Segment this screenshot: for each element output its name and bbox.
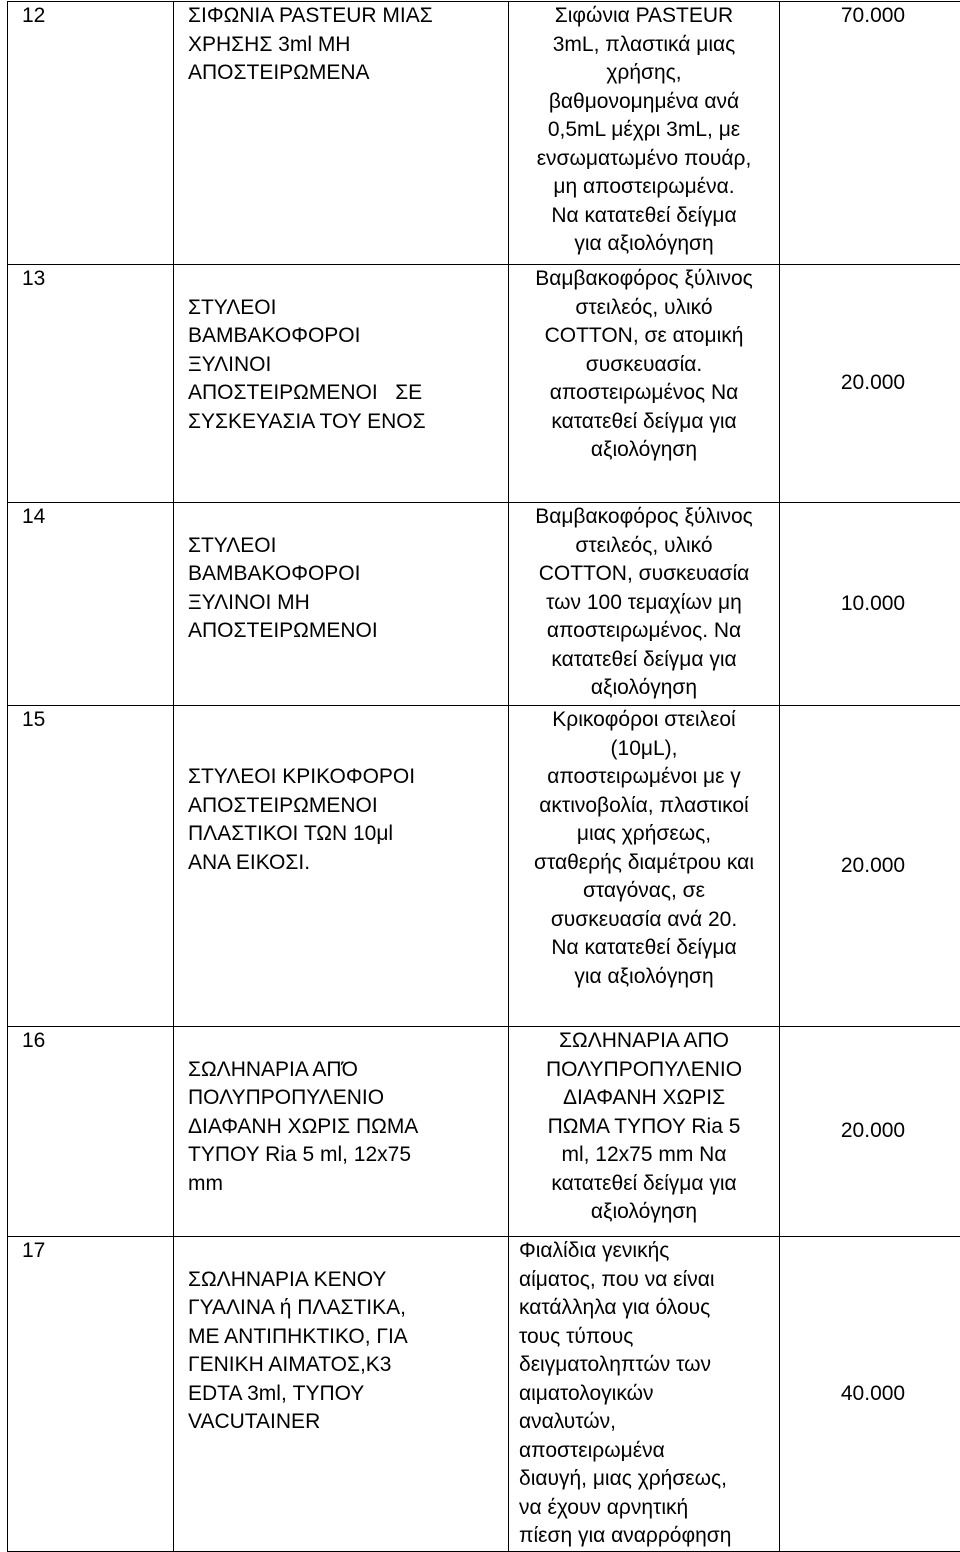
item-name-line: ΣΩΛΗΝΑΡΙΑ ΚΕΝΟΥ	[188, 1266, 508, 1295]
item-name-line: ΧΡΗΣΗΣ 3ml ΜΗ	[188, 31, 508, 60]
item-description-line: αποστειρωμένος Να	[509, 379, 779, 408]
item-description-line: αποστειρωμένα	[519, 1437, 779, 1466]
item-description-line: συσκευασία.	[509, 351, 779, 380]
item-quantity: 40.000	[780, 1237, 960, 1552]
item-name-line: ΤΥΠΟΥ Ria 5 ml, 12x75	[188, 1141, 508, 1170]
item-name-line: ΣΤΥΛΕΟΙ	[188, 294, 508, 323]
item-description-line: συσκευασία ανά 20.	[509, 906, 779, 935]
item-name-line: ΣΙΦΩΝΙΑ PASTEUR ΜΙΑΣ	[188, 2, 508, 31]
item-description	[509, 1027, 780, 1237]
table-row	[8, 706, 960, 1027]
item-name-line: ΒΑΜΒΑΚΟΦΟΡΟΙ	[188, 560, 508, 589]
item-name-line: EDTA 3ml, ΤΥΠΟΥ	[188, 1380, 508, 1409]
table-row	[8, 265, 960, 503]
item-description-line: διαυγή, μιας χρήσεως,	[519, 1465, 779, 1494]
item-name	[174, 503, 509, 706]
item-description-line: Να κατατεθεί δείγμα	[509, 934, 779, 963]
item-name	[174, 2, 509, 265]
item-description-line: κατατεθεί δείγμα για	[509, 1170, 779, 1199]
item-description-line: (10μL),	[509, 735, 779, 764]
item-description-line: σταγόνας, σε	[509, 877, 779, 906]
item-name-line: ΑΝΑ ΕΙΚΟΣΙ.	[188, 849, 508, 878]
item-description-line: βαθμονομημένα ανά	[509, 88, 779, 117]
item-description-line: κατατεθεί δείγμα για	[509, 646, 779, 675]
item-description-line: Κρικοφόροι στειλεοί	[509, 706, 779, 735]
table-row	[8, 503, 960, 706]
item-description-line: ΔΙΑΦΑΝΗ ΧΩΡΙΣ	[509, 1084, 779, 1113]
item-number: 15	[8, 706, 174, 1027]
item-description	[509, 503, 780, 706]
table-row	[8, 1237, 960, 1552]
item-description-line: να έχουν αρνητική	[519, 1494, 779, 1523]
item-description-line: Φιαλίδια γενικής	[519, 1237, 779, 1266]
item-description-line: Βαμβακοφόρος ξύλινος	[509, 265, 779, 294]
item-name-line: ΑΠΟΣΤΕΙΡΩΜΕΝΟΙ ΣΕ	[188, 379, 508, 408]
item-name	[174, 1237, 509, 1552]
item-description-line: πίεση για αναρρόφηση	[519, 1522, 779, 1551]
item-quantity: 20.000	[780, 265, 960, 503]
item-name-line: ΣΩΛΗΝΑΡΙΑ ΑΠΌ	[188, 1056, 508, 1085]
item-number: 16	[8, 1027, 174, 1237]
item-number: 17	[8, 1237, 174, 1552]
item-name-line: ΠΛΑΣΤΙΚΟΙ ΤΩΝ 10μl	[188, 820, 508, 849]
item-description-line: αίματος, που να είναι	[519, 1266, 779, 1295]
item-description-line: Σιφώνια PASTEUR	[509, 2, 779, 31]
item-name	[174, 265, 509, 503]
item-name-line: ΓΥΑΛΙΝΑ ή ΠΛΑΣΤΙΚΑ,	[188, 1294, 508, 1323]
item-number: 14	[8, 503, 174, 706]
item-description-line: μη αποστειρωμένα.	[509, 173, 779, 202]
items-table	[7, 1, 960, 1552]
item-description-line: κατατεθεί δείγμα για	[509, 408, 779, 437]
item-description-line: ml, 12x75 mm Να	[509, 1141, 779, 1170]
item-description-line: αναλυτών,	[519, 1408, 779, 1437]
item-name-line: ΔΙΑΦΑΝΗ ΧΩΡΙΣ ΠΩΜΑ	[188, 1113, 508, 1142]
item-name-line: ΑΠΟΣΤΕΙΡΩΜΕΝΟΙ	[188, 617, 508, 646]
item-quantity: 10.000	[780, 503, 960, 706]
item-name-line: VACUTAINER	[188, 1408, 508, 1437]
item-description-line: κατάλληλα για όλους	[519, 1294, 779, 1323]
item-name-line: ΞΥΛΙΝΟΙ	[188, 351, 508, 380]
item-description-line: αξιολόγηση	[509, 436, 779, 465]
item-quantity: 20.000	[780, 1027, 960, 1237]
item-description-line: ενσωματωμένο πουάρ,	[509, 145, 779, 174]
item-description-line: μιας χρήσεως,	[509, 820, 779, 849]
item-name-line: ΑΠΟΣΤΕΙΡΩΜΕΝΟΙ	[188, 792, 508, 821]
item-description-line: αποστειρωμένος. Να	[509, 617, 779, 646]
item-name-line: ΠΟΛΥΠΡΟΠΥΛΕΝΙΟ	[188, 1084, 508, 1113]
table-row	[8, 1027, 960, 1237]
item-description-line: χρήσης,	[509, 59, 779, 88]
item-description-line: στειλεός, υλικό	[509, 532, 779, 561]
table-row	[8, 2, 960, 265]
item-description-line: COTTON, σε ατομική	[509, 322, 779, 351]
item-description-line: των 100 τεμαχίων μη	[509, 589, 779, 618]
item-description-line: τους τύπους	[519, 1323, 779, 1352]
item-description-line: δειγματοληπτών των	[519, 1351, 779, 1380]
item-description	[509, 265, 780, 503]
item-number: 13	[8, 265, 174, 503]
item-description-line: 0,5mL μέχρι 3mL, με	[509, 116, 779, 145]
item-description-line: 3mL, πλαστικά μιας	[509, 31, 779, 60]
item-description-line: αξιολόγηση	[509, 674, 779, 703]
item-description	[509, 2, 780, 265]
item-description-line: Βαμβακοφόρος ξύλινος	[509, 503, 779, 532]
item-description-line: COTTON, συσκευασία	[509, 560, 779, 589]
item-description-line: αιματολογικών	[519, 1380, 779, 1409]
item-name-line: mm	[188, 1170, 508, 1199]
item-name	[174, 1027, 509, 1237]
item-description-line: αποστειρωμένοι με γ	[509, 763, 779, 792]
item-description-line: για αξιολόγηση	[509, 963, 779, 992]
item-description-line: ΠΟΛΥΠΡΟΠΥΛΕΝΙΟ	[509, 1056, 779, 1085]
item-description-line: για αξιολόγηση	[509, 230, 779, 259]
item-description-line: στειλεός, υλικό	[509, 294, 779, 323]
item-quantity: 70.000	[780, 2, 960, 265]
item-description	[509, 1237, 780, 1552]
item-description-line: ΠΩΜΑ ΤΥΠΟΥ Ria 5	[509, 1113, 779, 1142]
item-description	[509, 706, 780, 1027]
item-name-line: ΜΕ ΑΝΤΙΠΗΚΤΙΚΟ, ΓΙΑ	[188, 1323, 508, 1352]
item-name	[174, 706, 509, 1027]
item-name-line: ΣΥΣΚΕΥΑΣΙΑ ΤΟΥ ΕΝΟΣ	[188, 408, 508, 437]
item-quantity: 20.000	[780, 706, 960, 1027]
item-description-line: αξιολόγηση	[509, 1198, 779, 1227]
item-description-line: Να κατατεθεί δείγμα	[509, 202, 779, 231]
item-description-line: ακτινοβολία, πλαστικοί	[509, 792, 779, 821]
item-description-line: σταθερής διαμέτρου και	[509, 849, 779, 878]
item-name-line: ΒΑΜΒΑΚΟΦΟΡΟΙ	[188, 322, 508, 351]
item-name-line: ΣΤΥΛΕΟΙ	[188, 532, 508, 561]
item-name-line: ΓΕΝΙΚΗ ΑΙΜΑΤΟΣ,Κ3	[188, 1351, 508, 1380]
item-name-line: ΣΤΥΛΕΟΙ ΚΡΙΚΟΦΟΡΟΙ	[188, 763, 508, 792]
item-name-line: ΑΠΟΣΤΕΙΡΩΜΕΝΑ	[188, 59, 508, 88]
item-number: 12	[8, 2, 174, 265]
item-description-line: ΣΩΛΗΝΑΡΙΑ ΑΠΟ	[509, 1027, 779, 1056]
item-name-line: ΞΥΛΙΝΟΙ ΜΗ	[188, 589, 508, 618]
